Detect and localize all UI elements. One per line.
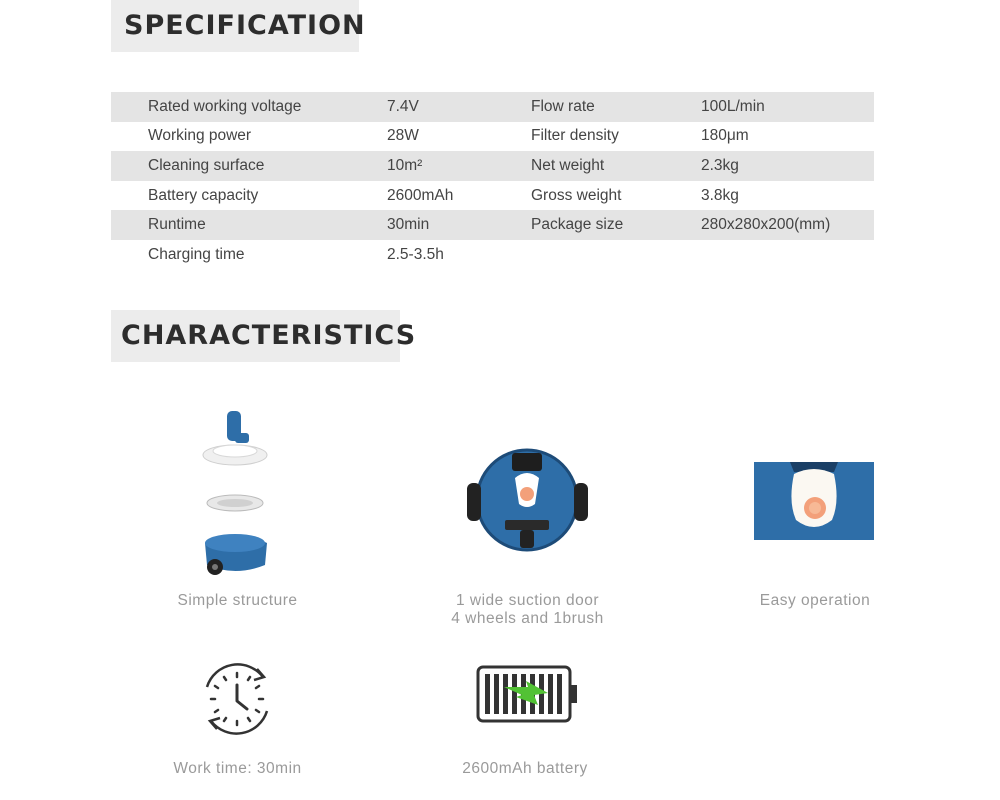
table-row [111, 92, 874, 122]
spec-label: Charging time [148, 245, 245, 263]
spec-label: Cleaning surface [148, 156, 265, 174]
feature-caption: Simple structure [177, 592, 298, 609]
spec-value: 180μm [701, 127, 749, 145]
spec-value: 7.4V [387, 97, 419, 115]
feature-caption-line: 4 wheels and 1brush [451, 610, 604, 627]
table-row [111, 122, 874, 152]
feature-caption: 2600mAh battery [462, 760, 588, 777]
spec-label: Flow rate [531, 97, 595, 115]
battery-icon [476, 665, 580, 725]
feature-caption: Work time: 30min [173, 760, 302, 777]
clock-icon [193, 655, 281, 743]
table-row [111, 181, 874, 211]
specification-table [111, 92, 874, 270]
spec-value: 3.8kg [701, 186, 739, 204]
spec-value: 280x280x200(mm) [701, 216, 831, 234]
spec-label: Gross weight [531, 186, 622, 204]
spec-value: 30min [387, 216, 430, 234]
spec-value: 2.5-3.5h [387, 245, 444, 263]
spec-label: Filter density [531, 127, 619, 145]
spec-value: 28W [387, 127, 419, 145]
feature-caption: Easy operation [759, 592, 871, 609]
spec-label: Package size [531, 216, 624, 234]
spec-label: Working power [148, 127, 252, 145]
spec-label: Rated working voltage [148, 97, 302, 115]
characteristics-heading: CHARACTERISTICS [111, 310, 400, 362]
table-row [111, 151, 874, 181]
spec-value: 100L/min [701, 97, 765, 115]
table-row [111, 240, 874, 270]
spec-value: 10m² [387, 156, 423, 174]
specification-heading: SPECIFICATION [111, 0, 359, 52]
spec-label: Runtime [148, 216, 206, 234]
feature-caption [425, 592, 630, 628]
button-closeup-icon [754, 462, 874, 540]
spec-label: Net weight [531, 156, 605, 174]
spec-label: Battery capacity [148, 186, 259, 204]
spec-value: 2.3kg [701, 156, 739, 174]
feature-caption-line: 1 wide suction door [455, 592, 600, 609]
spec-value: 2600mAh [387, 186, 454, 204]
robot-bottom-icon [465, 448, 590, 553]
table-row [111, 210, 874, 240]
exploded-structure-icon [195, 405, 280, 580]
